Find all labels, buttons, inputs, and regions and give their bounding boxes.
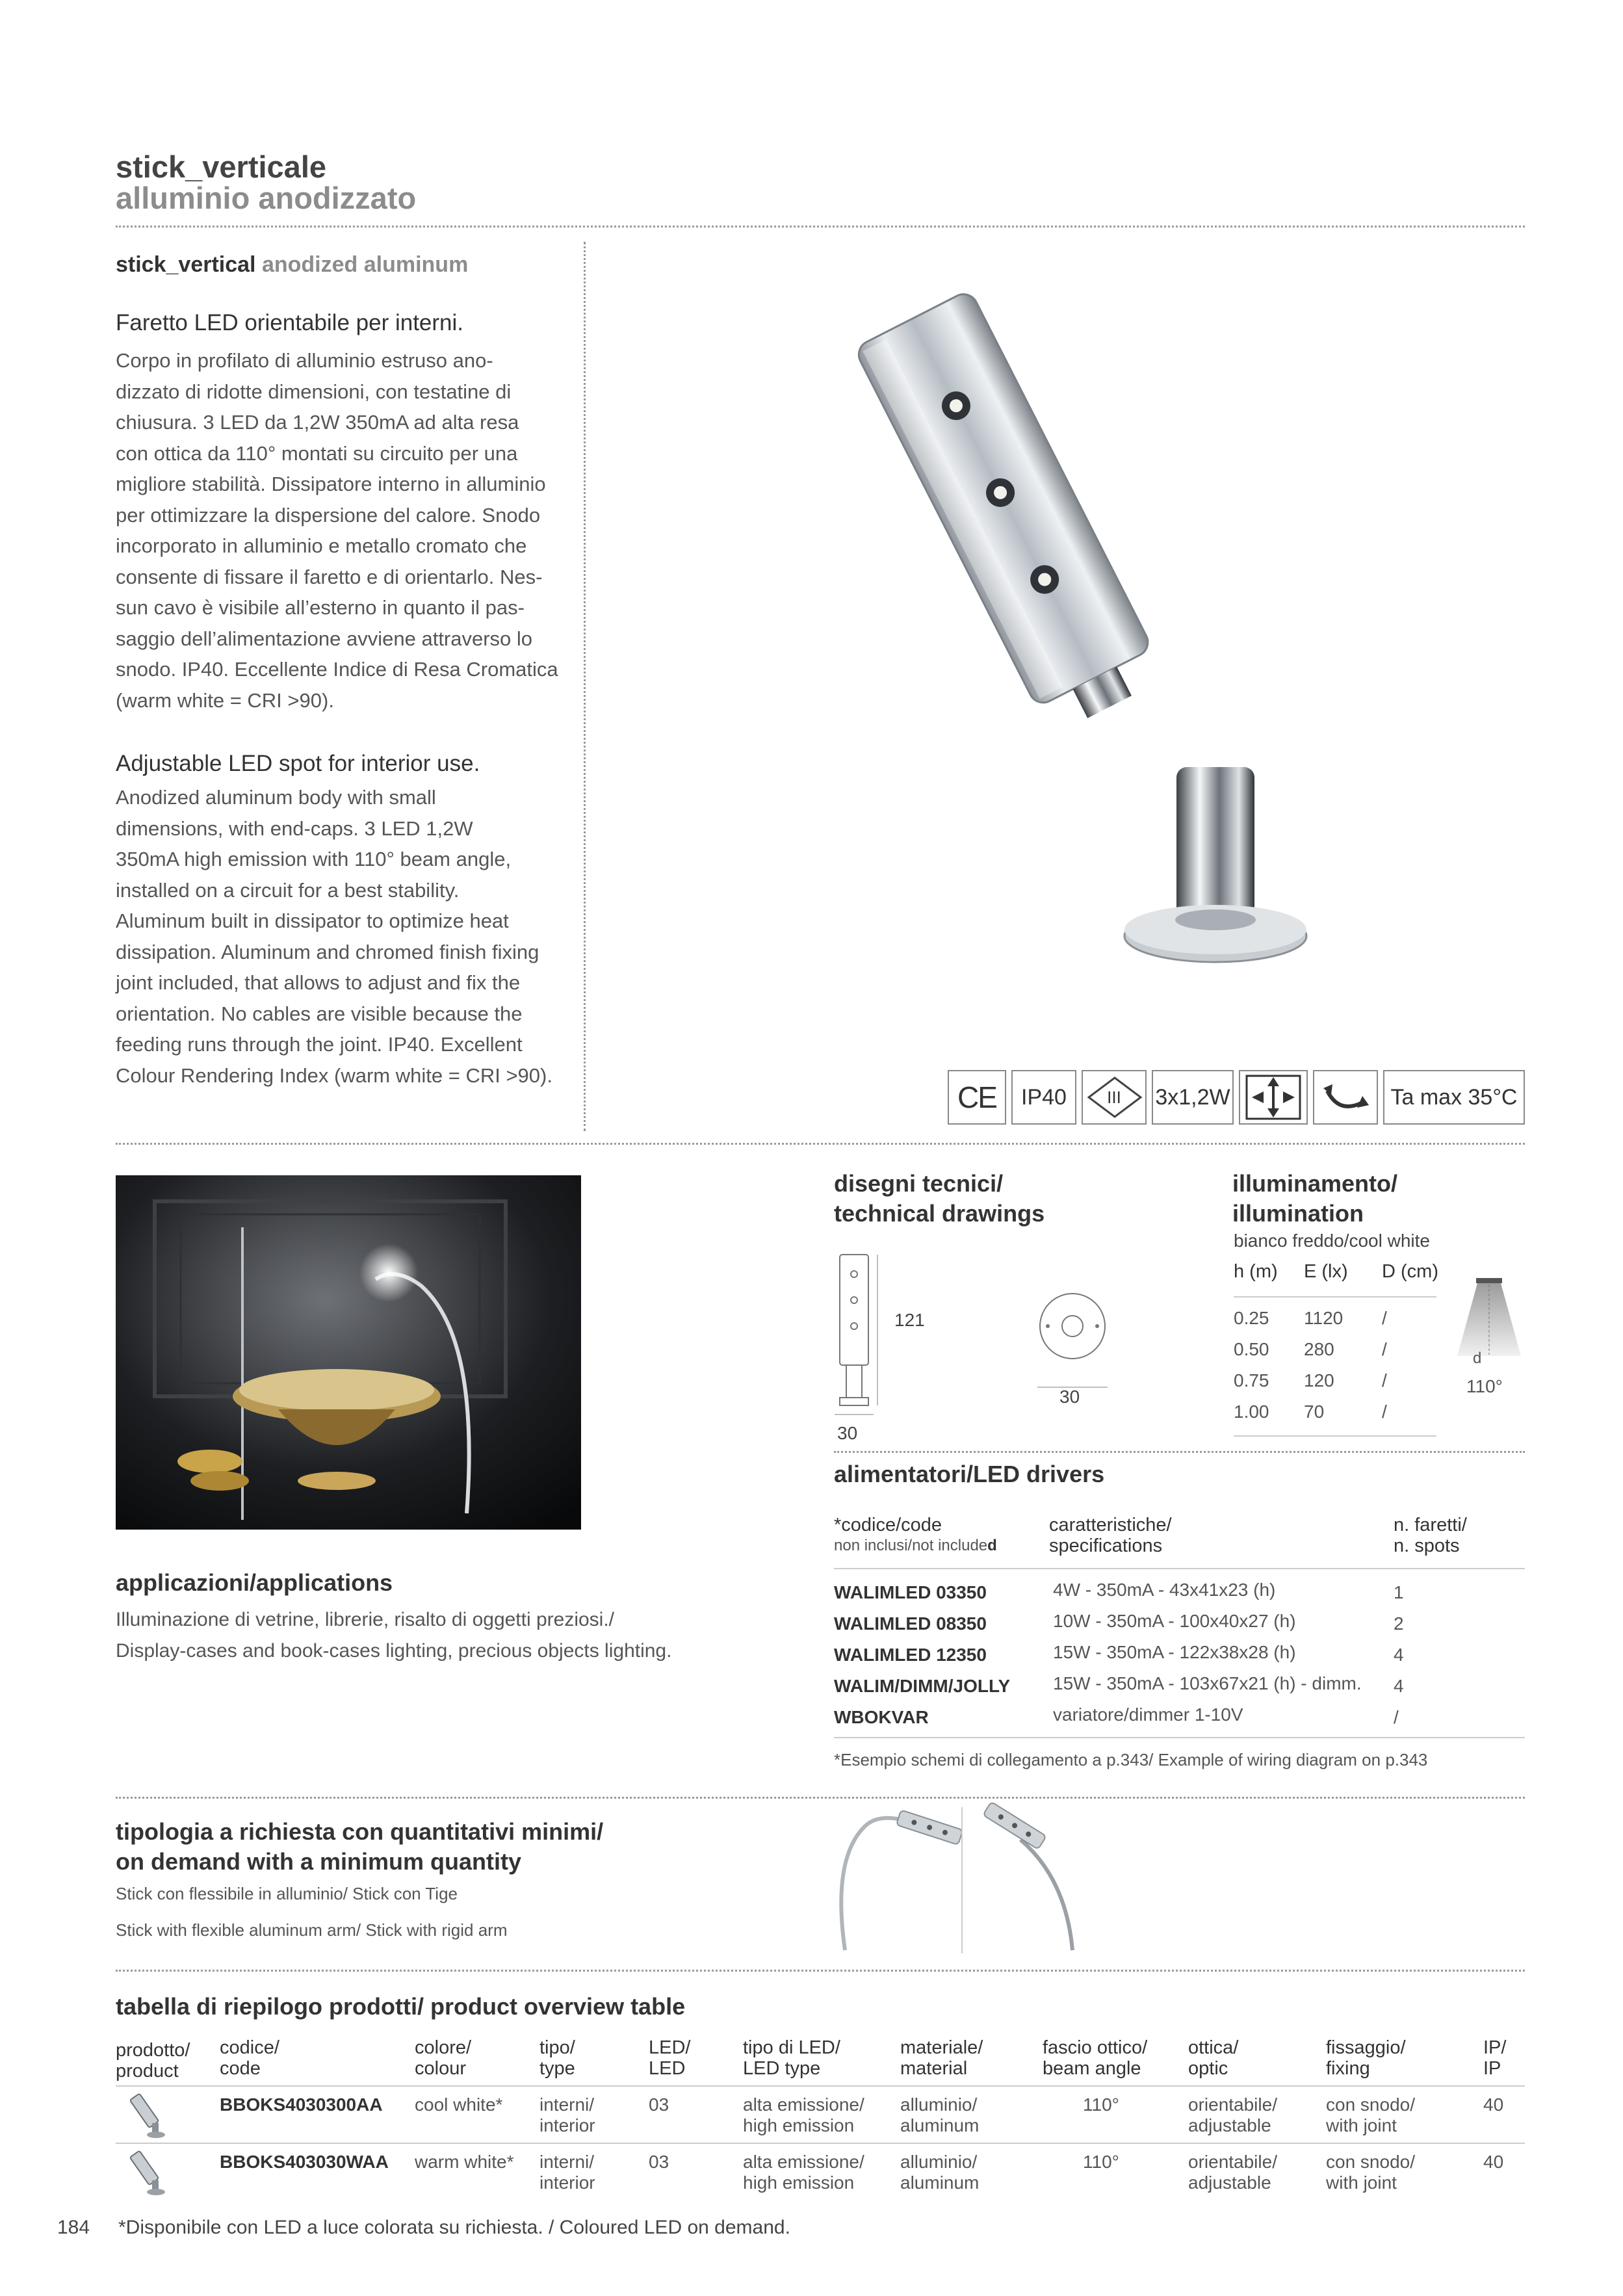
description-en [116, 782, 564, 1091]
cell-line: adjustable [1188, 2172, 1271, 2193]
ce-mark-icon [948, 1070, 1006, 1125]
led-power-badge [1152, 1070, 1234, 1125]
header-line: IP [1483, 2058, 1501, 2079]
header-line: IP/ [1483, 2037, 1507, 2058]
cell-line: with joint [1326, 2115, 1397, 2135]
subtitle-material: anodized aluminum [261, 252, 469, 277]
illumination-title-line: illumination [1232, 1200, 1364, 1227]
illum-h: 1.00 [1234, 1402, 1269, 1422]
col-colour [415, 2037, 471, 2079]
header-line: ottica/ [1188, 2037, 1239, 2058]
col-material [900, 2037, 983, 2079]
col-code [220, 2037, 279, 2079]
cell-line: alta emissione/ [743, 2094, 864, 2115]
driver-spots: 2 [1394, 1613, 1404, 1634]
dim-base: 30 [837, 1423, 858, 1443]
illumination-subtitle: bianco freddo/cool white [1234, 1231, 1430, 1251]
header-line: LED/ [649, 2037, 691, 2058]
drawings-title-line: disegni tecnici/ [834, 1170, 1004, 1197]
product-material [900, 2152, 979, 2193]
product-type [539, 2094, 595, 2136]
application-photo [116, 1175, 581, 1530]
description-line: installed on a circuit for a best stability. [116, 878, 460, 902]
description-line: dimensions, with end-caps. 3 LED 1,2W [116, 816, 473, 840]
illum-e: 120 [1304, 1370, 1334, 1390]
drivers-footnote: *Esempio schemi di collegamento a p.343/ Example of wiring diagram on p.343 [834, 1750, 1428, 1769]
driver-spots: 4 [1394, 1645, 1404, 1665]
driver-code: WBOKVAR [834, 1707, 929, 1727]
illum-header-d: D (cm) [1382, 1261, 1438, 1282]
applications-line: Illuminazione di vetrine, librerie, risalto di oggetti preziosi./ [116, 1609, 615, 1630]
illum-h: 0.75 [1234, 1370, 1269, 1390]
cell-line: adjustable [1188, 2115, 1271, 2135]
header-line: tipo di LED/ [743, 2037, 840, 2058]
page-subtitle: alluminio anodizzato [116, 181, 417, 215]
product-code: BBOKS403030WAA [220, 2152, 389, 2172]
product-optic [1188, 2152, 1277, 2193]
product-fixing [1326, 2094, 1415, 2136]
illum-e: 70 [1304, 1402, 1325, 1422]
tilt-arrow-icon [1319, 1076, 1371, 1118]
header-line: tipo/ [539, 2037, 575, 2058]
product-ip: 40 [1483, 2152, 1504, 2172]
header-line: material [900, 2058, 968, 2079]
product-ip: 40 [1483, 2094, 1504, 2115]
product-led: 03 [649, 2152, 669, 2172]
description-line: chiusura. 3 LED da 1,2W 350mA ad alta resa [116, 411, 519, 434]
table-rule [1234, 1296, 1436, 1298]
header-line: product [116, 2061, 179, 2081]
illumination-title [1232, 1169, 1397, 1229]
product-photo [799, 286, 1332, 1001]
on-demand-variants-image [825, 1801, 1098, 1957]
illum-header-h: h (m) [1234, 1261, 1278, 1282]
product-thumbnail-icon [123, 2149, 175, 2197]
col-beam [1043, 2037, 1147, 2079]
product-subtitle [116, 252, 468, 278]
divider [116, 1797, 1525, 1799]
table-rule [116, 2085, 1525, 2087]
description-line: migliore stabilità. Dissipatore interno in alluminio [116, 473, 546, 495]
note-part: d [987, 1537, 997, 1554]
product-type [539, 2152, 595, 2193]
table-rule [834, 1568, 1525, 1569]
description-en-lead: Adjustable LED spot for interior use. [116, 751, 480, 776]
divider [834, 1451, 1525, 1453]
description-line: Corpo in profilato di alluminio estruso ano- [116, 349, 493, 372]
drivers-header-code: *codice/code [834, 1515, 942, 1535]
product-led-type [743, 2152, 864, 2193]
cell-line: alluminio/ [900, 2152, 978, 2172]
cell-line: high emission [743, 2115, 855, 2135]
driver-code: WALIMLED 12350 [834, 1645, 987, 1665]
description-line: dizzato di ridotte dimensioni, con testatine di [116, 380, 512, 403]
cell-line: with joint [1326, 2172, 1397, 2193]
header-line: LED type [743, 2058, 821, 2079]
divider [116, 1143, 1525, 1145]
ip-label: IP40 [1021, 1084, 1067, 1110]
illum-d: / [1382, 1339, 1387, 1359]
cone-diameter-label: d [1473, 1350, 1482, 1367]
max-temp-badge [1383, 1070, 1525, 1125]
header-line: fixing [1326, 2058, 1370, 2079]
description-line: saggio dell’alimentazione avviene attraverso lo [116, 627, 533, 650]
header-line: beam angle [1043, 2058, 1141, 2079]
table-rule [1234, 1435, 1436, 1437]
description-line: (warm white = CRI >90). [116, 688, 334, 712]
product-thumbnail-icon [123, 2092, 175, 2140]
col-ip [1483, 2037, 1506, 2079]
product-beam: 110° [1083, 2152, 1119, 2172]
rotation-arrows-icon [1244, 1073, 1303, 1121]
cell-line: interni/ [539, 2152, 595, 2172]
footer-note: *Disponibile con LED a luce colorata su richiesta. / Coloured LED on demand. [118, 2217, 790, 2238]
product-material [900, 2094, 979, 2136]
header-line: code [220, 2058, 261, 2079]
illum-e: 1120 [1304, 1308, 1344, 1328]
illum-d: / [1382, 1370, 1387, 1390]
on-demand-title-line: tipologia a richiesta con quantitativi minimi/ [116, 1818, 604, 1845]
technical-drawing [832, 1248, 1118, 1450]
divider [116, 1970, 1525, 1972]
header-line: fissaggio/ [1326, 2037, 1406, 2058]
description-it [116, 345, 564, 716]
product-fixing [1326, 2152, 1415, 2193]
overview-title: tabella di riepilogo prodotti/ product overview table [116, 1993, 686, 2020]
header-line: n. faretti/ [1394, 1515, 1467, 1535]
ip-rating-badge [1011, 1070, 1076, 1125]
illumination-title-line: illuminamento/ [1232, 1170, 1398, 1197]
illum-header-e: E (lx) [1304, 1261, 1348, 1282]
driver-spec: variatore/dimmer 1-10V [1053, 1704, 1243, 1725]
description-line: feeding runs through the joint. IP40. Excellent [116, 1033, 523, 1056]
cell-line: con snodo/ [1326, 2094, 1415, 2115]
header-line: type [539, 2058, 575, 2079]
tilt-icon [1313, 1070, 1378, 1125]
description-it-lead: Faretto LED orientabile per interni. [116, 310, 463, 335]
cell-line: high emission [743, 2172, 855, 2193]
col-led [649, 2037, 690, 2079]
on-demand-line2: Stick with flexible aluminum arm/ Stick with rigid arm [116, 1920, 508, 1940]
max-temp-label: Ta max 35°C [1390, 1084, 1518, 1110]
header-line: LED [649, 2058, 686, 2079]
cell-line: interior [539, 2172, 595, 2193]
driver-spots: 1 [1394, 1582, 1404, 1602]
product-led-type [743, 2094, 864, 2136]
led-power-label: 3x1,2W [1155, 1084, 1230, 1110]
dim-width: 30 [1059, 1387, 1080, 1407]
cell-line: orientabile/ [1188, 2152, 1277, 2172]
driver-code: WALIMLED 08350 [834, 1613, 987, 1634]
driver-spec: 4W - 350mA - 43x41x23 (h) [1053, 1580, 1276, 1600]
beam-angle-label: 110° [1466, 1376, 1503, 1396]
orientable-icon [1239, 1070, 1308, 1125]
table-rule [834, 1737, 1525, 1738]
cell-line: orientabile/ [1188, 2094, 1277, 2115]
header-line: prodotto/ [116, 2040, 190, 2061]
column-divider [584, 242, 586, 1131]
drivers-header-spec [1049, 1515, 1172, 1556]
applications-title: applicazioni/applications [116, 1569, 393, 1596]
drawings-title [834, 1169, 1045, 1229]
description-line: consente di fissare il faretto e di orientarlo. Nes- [116, 565, 543, 588]
cell-line: aluminum [900, 2172, 980, 2193]
col-led-type [743, 2037, 840, 2079]
page-number: 184 [57, 2217, 90, 2238]
description-line: dissipation. Aluminum and chromed finish fixing [116, 940, 539, 963]
illum-h: 0.25 [1234, 1308, 1269, 1328]
note-part: non inclusi/not include [834, 1537, 988, 1554]
description-line: con ottica da 110° montati su circuito per una [116, 441, 518, 465]
header-line: colore/ [415, 2037, 472, 2058]
cell-line: interior [539, 2115, 595, 2135]
driver-spec: 15W - 350mA - 103x67x21 (h) - dimm. [1053, 1673, 1362, 1693]
page-title: stick_verticale [116, 150, 327, 184]
table-rule [116, 2143, 1525, 2144]
header-line: specifications [1049, 1535, 1163, 1556]
header-line: colour [415, 2058, 466, 2079]
on-demand-title-line: on demand with a minimum quantity [116, 1848, 522, 1875]
col-optic [1188, 2037, 1238, 2079]
header-line: fascio ottico/ [1043, 2037, 1148, 2058]
description-line: sun cavo è visibile all’esterno in quanto il pas- [116, 596, 525, 619]
description-line: Aluminum built in dissipator to optimize heat [116, 909, 509, 932]
header-line: caratteristiche/ [1049, 1515, 1172, 1535]
applications-text [116, 1604, 671, 1667]
ce-label: CE [957, 1080, 996, 1114]
product-led: 03 [649, 2094, 669, 2115]
divider [116, 226, 1525, 228]
description-line: Colour Rendering Index (warm white = CRI >90). [116, 1063, 552, 1087]
col-fixing [1326, 2037, 1406, 2079]
drivers-header-spots [1394, 1515, 1467, 1556]
description-line: orientation. No cables are visible because the [116, 1002, 523, 1025]
cell-line: alluminio/ [900, 2094, 978, 2115]
on-demand-line1: Stick con flessibile in alluminio/ Stick con Tige [116, 1884, 458, 1903]
applications-line: Display-cases and book-cases lighting, precious objects lighting. [116, 1640, 672, 1662]
cell-line: aluminum [900, 2115, 980, 2135]
description-line: Anodized aluminum body with small [116, 786, 436, 809]
product-beam: 110° [1083, 2094, 1119, 2115]
cell-line: con snodo/ [1326, 2152, 1415, 2172]
cell-line: interni/ [539, 2094, 595, 2115]
light-cone-icon [1453, 1278, 1525, 1376]
illum-d: / [1382, 1308, 1387, 1328]
illum-h: 0.50 [1234, 1339, 1269, 1359]
cell-line: alta emissione/ [743, 2152, 864, 2172]
driver-spots: / [1394, 1707, 1399, 1727]
class-label: III [1107, 1087, 1121, 1107]
illum-d: / [1382, 1402, 1387, 1422]
product-colour: warm white* [415, 2152, 514, 2172]
subtitle-code: stick_vertical [116, 252, 256, 277]
description-line: incorporato in alluminio e metallo cromato che [116, 534, 527, 557]
illum-e: 280 [1304, 1339, 1334, 1359]
driver-spec: 10W - 350mA - 100x40x27 (h) [1053, 1611, 1296, 1631]
col-product [116, 2040, 190, 2081]
col-type [539, 2037, 575, 2079]
header-line: codice/ [220, 2037, 279, 2058]
drivers-title: alimentatori/LED drivers [834, 1461, 1105, 1487]
driver-spec: 15W - 350mA - 122x38x28 (h) [1053, 1642, 1296, 1662]
driver-code: WALIMLED 03350 [834, 1582, 987, 1602]
product-colour: cool white* [415, 2094, 503, 2115]
drawings-title-line: technical drawings [834, 1200, 1045, 1227]
on-demand-title [116, 1817, 603, 1877]
drivers-header-code-note [834, 1537, 997, 1555]
description-line: per ottimizzare la dispersione del calore. Snodo [116, 503, 541, 527]
description-line: 350mA high emission with 110° beam angle, [116, 848, 512, 870]
description-line: snodo. IP40. Eccellente Indice di Resa Cromatica [116, 658, 558, 681]
header-line: materiale/ [900, 2037, 983, 2058]
driver-spots: 4 [1394, 1676, 1404, 1696]
header-line: optic [1188, 2058, 1228, 2079]
product-optic [1188, 2094, 1277, 2136]
product-code: BBOKS4030300AA [220, 2094, 383, 2115]
description-line: joint included, that allows to adjust and fix the [116, 971, 521, 994]
class-iii-icon [1082, 1070, 1147, 1125]
dim-height: 121 [894, 1310, 925, 1330]
driver-code: WALIM/DIMM/JOLLY [834, 1676, 1011, 1696]
header-line: n. spots [1394, 1535, 1460, 1556]
